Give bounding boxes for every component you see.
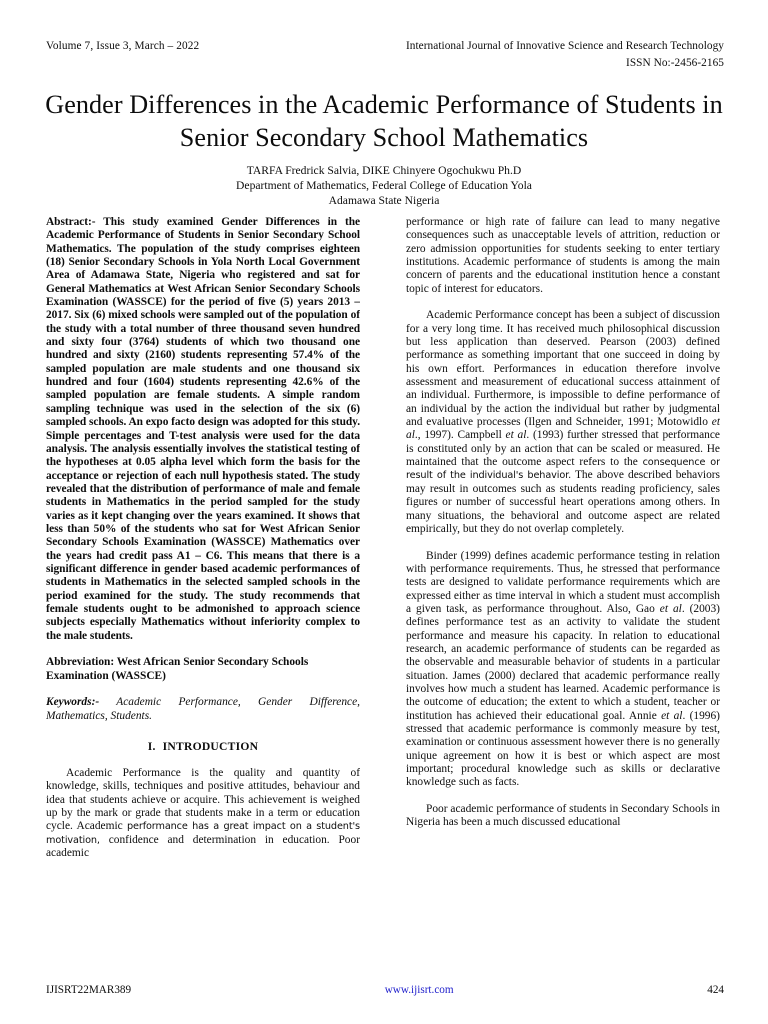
right-p2-part1: Academic Performance concept has been a subject of discussion for a very long time. It has received much philosophical discussion but less application than deserved. Pearson (2003) defined performance as something important that one succeed in doing by his own effort. Performances in education therefore involve assessment and measurement of educational success attainment of an individual. Furthermore, is impossible to define performance of an individual by the action the individual but rather by judgmental and evaluative processes (Ilgen and Schneider, 1991; Motowidlo (406, 309, 720, 429)
abstract-paragraph (46, 216, 360, 643)
journal-website-link[interactable]: www.ijisrt.com (384, 984, 454, 996)
right-paragraph-3 (406, 550, 720, 790)
right-p3-part3: . (1996) stressed that academic performance is commonly measure by test, examination or continuous assessment however there is no generally unique agreement on how it is best or which aspect are most important; procedural knowledge such as skills or declarative knowledge such as facts. (406, 709, 720, 789)
author-block (60, 163, 708, 208)
right-paragraph-2 (406, 309, 720, 536)
abstract-label: Abstract:- (46, 216, 96, 228)
author-location: Adamawa State Nigeria (328, 194, 440, 208)
citation-et-al-2: et al (505, 429, 527, 442)
intro-text-part2: confidence and determination in education. Poor academic (46, 833, 360, 859)
right-p3-part2: . (2003) defines performance test as an activity to validate the student performance and measure his capacity. In relation to educational research, an academic performance of students can be regarded as the observable and measurable behavior of students in a particular situation. James (2000) declared that academic performance really involves how much a student has learned. Academic performance is the outcome of education; the extent to which a student, teacher or institution has achieved their educational goal. Annie (406, 602, 720, 722)
section-title: INTRODUCTION (162, 739, 259, 753)
running-head (46, 40, 724, 80)
issn-label: ISSN No:-2456-2165 (626, 57, 724, 69)
abstract-text: This study examined Gender Differences in the Academic Performance of Students in Senior Secondary School Mathematics. The population of the study comprises eighteen (18) Senior Secondary Schools in Yola North Local Government Area of Adamawa State, Nigeria who registered and sat for General Mathematics at West African Senior Secondary Schools Examination (WASSCE) for the period of five (5) years 2013 – 2017. Six (6) mixed schools were sampled out of the population of the study with a total number of three thousand seven hundred and sixty four (3764) students of which two thousand one hundred and sixty (2160) students representing 57.4% of the sampled population are male students and one thousand six hundred and four (1604) students representing 42.6% of the sampled population are female students. A simple random sampling technique was used in the selection of the six (6) sampled schools. An expo facto design was adopted for this study. Simple percentages and T-test analysis were used for the data analysis. The analysis essentially involves the statistical testing of the hypotheses at 0.05 alpha level which form the basis for the acceptance or rejection of each null hypothesis stated. The study revealed that the distribution of performance of male and female students in Mathematics in the period sampled for the study varies as it kept changing over the years examined. It shows that less than 50% of the students who sat for West African Senior Secondary Schools Examination (WASSCE) Mathematics over the years had credit pass A1 – C6. This means that there is a significant difference in gender based academic performances of students in Mathematics in the selected sampled schools in the period examined for the study. The study recommends that female students ought to be admonished to approach science subjects especially Mathematics without inferiority complex to the male students. (46, 216, 360, 642)
keywords-paragraph (46, 696, 360, 723)
page-title: Gender Differences in the Academic Performance of Students in Senior Secondary School Mathematics (45, 90, 723, 153)
intro-text-part1: Academic Performance is the quality and quantity of knowledge, skills, techniques and positive attitudes, behaviour and idea that students achieve or acquire. This achievement is weighed up by the mark or grade that students make in a term or education cycle. Academic (46, 766, 360, 833)
keywords-list: Academic Performance, Gender Difference, Mathematics, Students. (46, 696, 360, 722)
right-p2-part3: . (1993) further stressed that performance is constituted only by an action that can be scaled or measured. He maintained that the outcome aspect refers to the (406, 429, 720, 469)
right-p2-ocr-line: consequence or result of the individual's behavior. (406, 457, 720, 482)
keywords-label: Keywords:- (46, 696, 100, 709)
column-right (406, 216, 720, 958)
intro-text-ocr-line: performance has a great impact on a student's motivation, (46, 821, 360, 846)
right-paragraph-1-continued: performance or high rate of failure can lead to many negative consequences such as unacceptable levels of attrition, reduction or zero admission opportunities for students seeking to enter tertiary institutions. Academic performance of students is among the main concern of parents and the educational institution hence a constant topic of interest for educators. (406, 216, 720, 295)
page-footer (46, 984, 724, 996)
abbreviation-paragraph: Abbreviation: West African Senior Secondary Schools Examination (WASSCE) (46, 656, 309, 682)
right-p2-part4: The above described behaviors may result in outcomes such as students reading proficiency, sales figures or number of successful heart operations among others. In many situations, the behavioral and outcome aspect are related empirically, but they do not overlap completely. (406, 469, 720, 535)
author-affiliation: Department of Mathematics, Federal College of Education Yola (236, 179, 532, 193)
volume-issue-label: Volume 7, Issue 3, March – 2022 (46, 40, 200, 52)
right-paragraph-4: Poor academic performance of students in Secondary Schools in Nigeria has been a much discussed educational (406, 802, 720, 829)
body-columns (46, 216, 724, 958)
article-id-label: IJISRT22MAR389 (46, 984, 132, 996)
page-number-label: 424 (707, 984, 724, 996)
section-heading-introduction (46, 740, 360, 753)
citation-et-al-4: et al (661, 709, 683, 722)
running-head-row (46, 40, 724, 52)
column-left (46, 216, 360, 958)
author-names: TARFA Fredrick Salvia, DIKE Chinyere Ogochukwu Ph.D (246, 164, 522, 177)
right-p2-part2: ., 1997). Campbell (414, 429, 506, 442)
right-p3-part1: Binder (1999) defines academic performance testing in relation with performance requirements. Thus, he stressed that performance tests are designed to validate performance requirements which are expressed either as time interval in which a student must accomplish a given task, as performance throughout. Also, Gao (406, 549, 720, 615)
citation-et-al-1: et al (406, 416, 720, 442)
section-numeral: I. (147, 739, 156, 753)
citation-et-al-3: et al (659, 602, 682, 615)
journal-name-label: International Journal of Innovative Science and Research Technology (405, 40, 724, 52)
intro-paragraph-1 (46, 767, 360, 860)
